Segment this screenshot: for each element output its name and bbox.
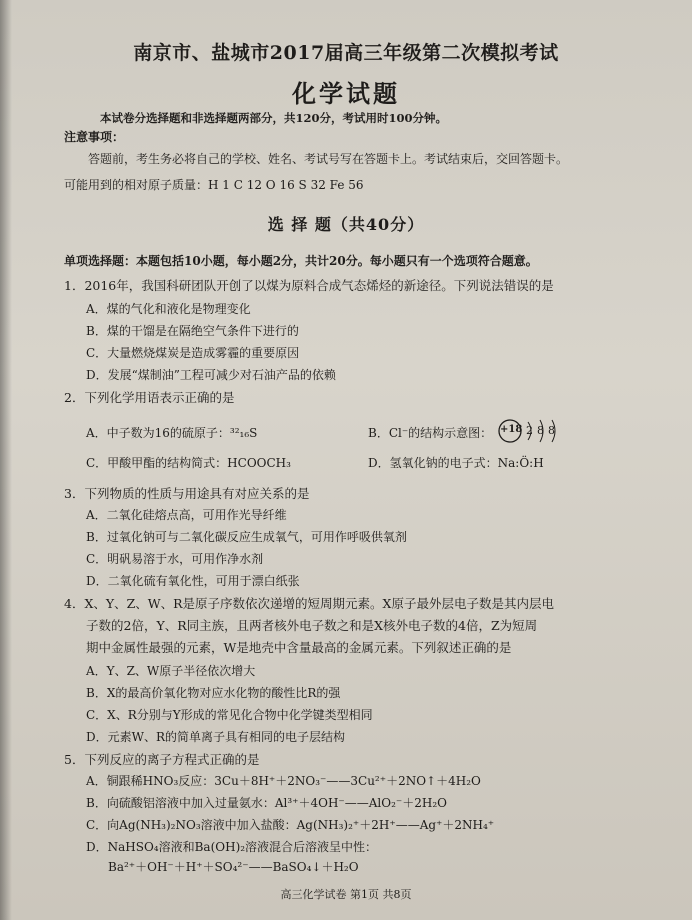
- atomic-masses: 可能用到的相对原子质量：H 1 C 12 O 16 S 32 Fe 56: [64, 178, 364, 192]
- q3-option-b: B．过氧化钠可与二氧化碳反应生成氧气，可用作呼吸供氧剂: [86, 530, 407, 544]
- exam-note: 本试卷分选择题和非选择题两部分，共120分，考试用时100分钟。: [100, 111, 448, 125]
- q4-option-b: B．X的最高价氧化物对应水化物的酸性比R的强: [86, 686, 341, 700]
- notice-text: 答题前，考生务必将自己的学校、姓名、考试号写在答题卡上。考试结束后，交回答题卡。: [88, 152, 569, 166]
- q2-option-d: D．氢氧化钠的电子式：Na:Ö:H: [368, 456, 544, 470]
- subject-title: 化学试题: [292, 79, 400, 108]
- question-3-stem: 3．下列物质的性质与用途具有对应关系的是: [64, 486, 310, 501]
- cl-shell-electrons: 288: [526, 424, 559, 437]
- question-4-stem-line-2: 子数的2倍，Y、R同主族，且两者核外电子数之和是X核外电子数的4倍，Z为短周: [86, 618, 538, 633]
- q1-option-a: A．煤的气化和液化是物理变化: [86, 302, 251, 316]
- page-footer: 高三化学试卷 第1页 共8页: [280, 888, 412, 901]
- exam-title: 南京市、盐城市2017届高三年级第二次模拟考试: [133, 42, 559, 64]
- q1-option-d: D．发展“煤制油”工程可减少对石油产品的依赖: [86, 368, 336, 382]
- q2-option-a: A．中子数为16的硫原子：³²₁₆S: [86, 426, 258, 440]
- question-4-stem-line-3: 期中金属性最强的元素，W是地壳中含量最高的金属元素。下列叙述正确的是: [86, 640, 512, 655]
- q4-option-a: A．Y、Z、W原子半径依次增大: [86, 664, 256, 678]
- notice-heading: 注意事项：: [64, 130, 125, 144]
- q5-option-d: D．NaHSO₄溶液和Ba(OH)₂溶液混合后溶液呈中性：: [86, 840, 378, 854]
- q1-option-b: B．煤的干馏是在隔绝空气条件下进行的: [86, 324, 299, 338]
- q1-option-c: C．大量燃烧煤炭是造成雾霾的重要原因: [86, 346, 300, 360]
- q3-option-c: C．明矾易溶于水，可用作净水剂: [86, 552, 264, 566]
- q5-option-d-equation: Ba²⁺＋OH⁻＋H⁺＋SO₄²⁻——BaSO₄↓＋H₂O: [108, 860, 359, 874]
- q3-option-a: A．二氧化硅熔点高，可用作光导纤维: [86, 508, 287, 522]
- q3-option-d: D．二氧化硫有氧化性，可用于漂白纸张: [86, 574, 300, 588]
- q4-option-c: C．X、R分别与Y形成的常见化合物中化学键类型相同: [86, 708, 373, 722]
- q5-option-b: B．向硫酸铝溶液中加入过量氨水：Al³⁺＋4OH⁻——AlO₂⁻＋2H₂O: [86, 796, 447, 810]
- question-1-stem: 1．2016年，我国科研团队开创了以煤为原料合成气态烯烃的新途径。下列说法错误的是: [64, 278, 554, 293]
- question-5-stem: 5．下列反应的离子方程式正确的是: [64, 752, 260, 767]
- q5-option-a: A．铜跟稀HNO₃反应：3Cu＋8H⁺＋2NO₃⁻——3Cu²⁺＋2NO↑＋4H₂O: [86, 774, 481, 788]
- q2-option-c: C．甲酸甲酯的结构简式：HCOOCH₃: [86, 456, 291, 470]
- section-intro: 单项选择题：本题包括10小题，每小题2分，共计20分。每小题只有一个选项符合题意。: [64, 254, 538, 268]
- question-4-stem-line-1: 4．X、Y、Z、W、R是原子序数依次递增的短周期元素。X原子最外层电子数是其内层电: [64, 596, 554, 611]
- cl-nucleus-label: +18: [500, 424, 523, 435]
- section-title: 选 择 题（共40分）: [267, 215, 425, 234]
- q2-option-b: B．Cl⁻的结构示意图：: [368, 426, 493, 440]
- cl-ion-structure-diagram: [496, 414, 596, 444]
- page-edge-shadow: [0, 0, 12, 920]
- q4-option-d: D．元素W、R的简单离子具有相同的电子层结构: [86, 730, 345, 744]
- q5-option-c: C．向Ag(NH₃)₂NO₃溶液中加入盐酸：Ag(NH₃)₂⁺＋2H⁺——Ag⁺＋2NH₄⁺: [86, 818, 495, 832]
- question-2-stem: 2．下列化学用语表示正确的是: [64, 390, 235, 405]
